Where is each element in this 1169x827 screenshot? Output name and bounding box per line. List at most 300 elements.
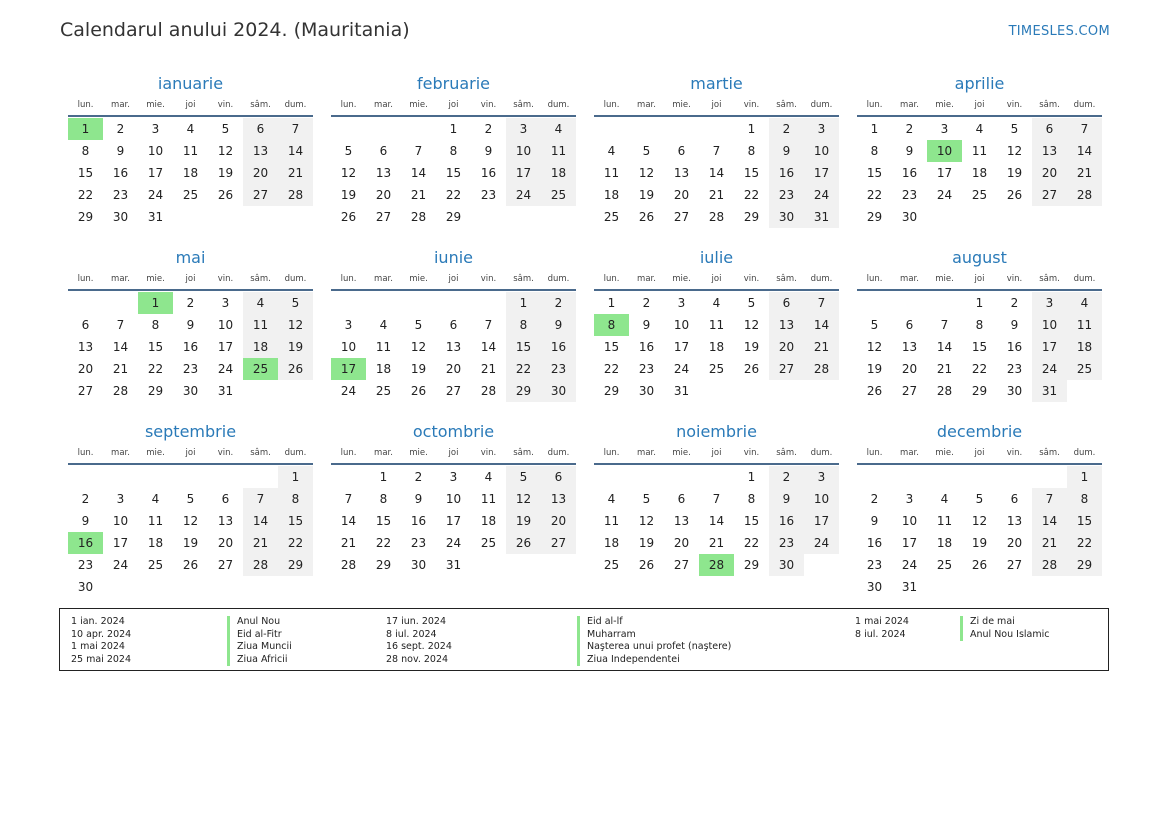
day-cell: 9 xyxy=(484,144,493,158)
day-cell: 11 xyxy=(480,492,497,506)
day-cell: 23 xyxy=(901,188,918,202)
day-cell: 26 xyxy=(217,188,234,202)
day-cell: 13 xyxy=(1032,140,1067,162)
day-cell: 6 xyxy=(677,144,686,158)
day-cell: 2 xyxy=(414,470,423,484)
weekday-label: joi xyxy=(711,100,722,110)
day-cell: 30 xyxy=(866,580,883,594)
day-cell: 27 xyxy=(1032,184,1067,206)
legend-holiday-name: Muharram xyxy=(587,628,636,640)
day-cell: 21 xyxy=(708,188,725,202)
day-cell: 10 xyxy=(445,492,462,506)
month-iunie xyxy=(331,247,576,409)
day-cell: 5 xyxy=(278,292,313,314)
day-cell: 17 xyxy=(445,514,462,528)
weekday-label: mie. xyxy=(146,448,165,458)
weekday-label: vin. xyxy=(743,100,760,110)
empty-day-cell xyxy=(436,292,471,314)
day-cell: 4 xyxy=(484,470,493,484)
weekday-label: joi xyxy=(974,274,985,284)
site-link[interactable]: TIMESLES.COM xyxy=(1008,24,1110,39)
day-cell: 10 xyxy=(112,514,129,528)
weekday-header xyxy=(857,269,1102,291)
day-cell: 14 xyxy=(708,514,725,528)
day-cell: 2 xyxy=(541,292,576,314)
day-cell: 10 xyxy=(1032,314,1067,336)
day-grid xyxy=(331,118,576,228)
month-mai xyxy=(68,247,313,409)
day-cell: 1 xyxy=(747,470,756,484)
day-cell: 7 xyxy=(278,118,313,140)
day-cell: 12 xyxy=(410,340,427,354)
day-cell: 31 xyxy=(1032,380,1067,402)
day-cell: 17 xyxy=(506,162,541,184)
day-cell: 27 xyxy=(541,532,576,554)
day-cell: 22 xyxy=(971,362,988,376)
legend-date: 10 apr. 2024 xyxy=(71,628,132,640)
day-cell: 16 xyxy=(638,340,655,354)
day-cell: 4 xyxy=(607,144,616,158)
day-cell: 10 xyxy=(804,488,839,510)
legend-holiday-name: Anul Nou xyxy=(237,616,281,627)
day-cell: 21 xyxy=(278,162,313,184)
day-cell: 12 xyxy=(182,514,199,528)
day-cell: 14 xyxy=(480,340,497,354)
day-cell: 30 xyxy=(638,384,655,398)
day-cell: 27 xyxy=(375,210,392,224)
day-cell: 2 xyxy=(1010,296,1019,310)
legend-holiday-name: Eid al-Fitr xyxy=(237,628,282,640)
legend-holiday-name: Naşterea unui profet (naştere) xyxy=(587,641,732,652)
day-cell: 28 xyxy=(112,384,129,398)
day-cell: 5 xyxy=(186,492,195,506)
day-cell: 16 xyxy=(182,340,199,354)
day-cell: 21 xyxy=(480,362,497,376)
day-cell: 5 xyxy=(975,492,984,506)
month-name: martie xyxy=(690,74,743,93)
day-cell: 16 xyxy=(769,510,804,532)
day-cell: 4 xyxy=(712,296,721,310)
day-cell: 15 xyxy=(445,166,462,180)
empty-day-cell xyxy=(331,466,366,488)
empty-day-cell xyxy=(366,118,401,140)
day-cell: 29 xyxy=(375,558,392,572)
day-cell: 29 xyxy=(445,210,462,224)
legend-date: 1 mai 2024 xyxy=(855,616,909,627)
day-cell: 5 xyxy=(506,466,541,488)
weekday-label: lun. xyxy=(77,448,94,458)
weekday-label: lun. xyxy=(603,100,620,110)
day-cell: 13 xyxy=(541,488,576,510)
day-grid xyxy=(331,466,576,576)
weekday-label: dum. xyxy=(284,100,307,110)
day-cell: 23 xyxy=(112,188,129,202)
day-cell: 27 xyxy=(445,384,462,398)
day-cell: 11 xyxy=(603,514,620,528)
legend-names-3 xyxy=(960,616,1050,641)
day-grid xyxy=(68,292,313,402)
day-cell: 26 xyxy=(506,532,541,554)
day-cell: 11 xyxy=(243,314,278,336)
month-name: ianuarie xyxy=(157,74,224,93)
day-cell: 20 xyxy=(445,362,462,376)
day-cell: 14 xyxy=(1067,140,1102,162)
day-cell: 17 xyxy=(217,340,234,354)
day-cell: 21 xyxy=(340,536,357,550)
day-cell: 2 xyxy=(186,296,195,310)
day-cell: 24 xyxy=(147,188,164,202)
day-cell: 3 xyxy=(940,122,949,136)
day-cell: 13 xyxy=(445,340,462,354)
day-cell: 12 xyxy=(340,166,357,180)
day-grid xyxy=(331,292,576,402)
month-februarie xyxy=(331,73,576,235)
day-cell: 13 xyxy=(217,514,234,528)
weekday-label: sâm. xyxy=(513,274,534,284)
day-cell: 14 xyxy=(936,340,953,354)
weekday-label: joi xyxy=(448,100,459,110)
weekday-label: mar. xyxy=(637,448,656,458)
day-cell: 15 xyxy=(866,166,883,180)
day-cell: 18 xyxy=(147,536,164,550)
day-cell: 12 xyxy=(743,318,760,332)
day-cell: 18 xyxy=(936,536,953,550)
day-cell: 21 xyxy=(936,362,953,376)
day-cell: 16 xyxy=(901,166,918,180)
day-cell: 29 xyxy=(1067,554,1102,576)
day-cell: 31 xyxy=(673,384,690,398)
weekday-label: sâm. xyxy=(250,448,271,458)
day-cell: 24 xyxy=(804,532,839,554)
weekday-header xyxy=(68,443,313,465)
day-cell: 31 xyxy=(901,580,918,594)
day-cell: 14 xyxy=(112,340,129,354)
weekday-label: dum. xyxy=(1073,448,1096,458)
weekday-label: mar. xyxy=(637,100,656,110)
day-cell: 11 xyxy=(971,144,988,158)
day-cell: 14 xyxy=(243,510,278,532)
legend-holiday-name: Ziua Africii xyxy=(237,653,288,665)
day-cell: 12 xyxy=(506,488,541,510)
month-iulie xyxy=(594,247,839,409)
weekday-label: mar. xyxy=(900,448,919,458)
day-cell: 18 xyxy=(708,340,725,354)
day-cell: 29 xyxy=(77,210,94,224)
weekday-label: lun. xyxy=(340,100,357,110)
weekday-header xyxy=(331,269,576,291)
day-cell: 8 xyxy=(449,144,458,158)
day-cell: 15 xyxy=(971,340,988,354)
legend-names-1 xyxy=(227,616,292,666)
weekday-label: sâm. xyxy=(776,448,797,458)
day-cell: 6 xyxy=(905,318,914,332)
weekday-label: vin. xyxy=(1006,100,1023,110)
empty-day-cell xyxy=(208,466,243,488)
day-cell: 6 xyxy=(449,318,458,332)
day-cell: 7 xyxy=(484,318,493,332)
weekday-label: sâm. xyxy=(1039,448,1060,458)
day-cell: 25 xyxy=(971,188,988,202)
day-cell: 7 xyxy=(344,492,353,506)
weekday-header xyxy=(331,95,576,117)
legend-holiday-name: Zi de mai xyxy=(970,616,1015,627)
day-cell: 9 xyxy=(1010,318,1019,332)
empty-day-cell xyxy=(594,466,629,488)
empty-day-cell xyxy=(664,466,699,488)
day-cell: 30 xyxy=(769,554,804,576)
day-cell: 15 xyxy=(77,166,94,180)
day-cell: 9 xyxy=(769,488,804,510)
day-cell: 17 xyxy=(147,166,164,180)
day-cell: 20 xyxy=(673,536,690,550)
day-cell: 25 xyxy=(936,558,953,572)
day-cell: 26 xyxy=(278,358,313,380)
day-cell: 20 xyxy=(1032,162,1067,184)
weekday-label: sâm. xyxy=(776,100,797,110)
day-cell: 25 xyxy=(480,536,497,550)
day-cell: 12 xyxy=(866,340,883,354)
day-cell: 23 xyxy=(182,362,199,376)
day-cell: 22 xyxy=(603,362,620,376)
day-cell: 22 xyxy=(278,532,313,554)
legend-names-2 xyxy=(577,616,731,666)
day-cell: 16 xyxy=(480,166,497,180)
day-cell: 17 xyxy=(673,340,690,354)
month-name: iunie xyxy=(433,248,473,267)
day-cell: 11 xyxy=(182,144,199,158)
weekday-label: mar. xyxy=(637,274,656,284)
day-cell: 1 xyxy=(975,296,984,310)
day-cell: 11 xyxy=(708,318,725,332)
day-cell: 27 xyxy=(77,384,94,398)
day-cell: 18 xyxy=(182,166,199,180)
day-cell: 21 xyxy=(112,362,129,376)
weekday-label: sâm. xyxy=(250,100,271,110)
day-grid xyxy=(594,118,839,228)
empty-day-cell xyxy=(892,466,927,488)
day-grid xyxy=(857,118,1102,228)
holiday-day-cell: 25 xyxy=(243,358,278,380)
weekday-label: sâm. xyxy=(1039,100,1060,110)
day-cell: 13 xyxy=(769,314,804,336)
month-name: mai xyxy=(175,248,206,267)
day-cell: 19 xyxy=(217,166,234,180)
legend-date: 8 iul. 2024 xyxy=(855,628,906,640)
day-cell: 2 xyxy=(870,492,879,506)
weekday-label: sâm. xyxy=(513,448,534,458)
day-cell: 27 xyxy=(901,384,918,398)
day-cell: 20 xyxy=(1006,536,1023,550)
day-cell: 29 xyxy=(971,384,988,398)
weekday-label: sâm. xyxy=(513,100,534,110)
day-cell: 22 xyxy=(77,188,94,202)
weekday-header xyxy=(857,95,1102,117)
day-cell: 6 xyxy=(1032,118,1067,140)
day-cell: 4 xyxy=(379,318,388,332)
day-cell: 1 xyxy=(506,292,541,314)
weekday-label: mar. xyxy=(900,100,919,110)
weekday-label: joi xyxy=(974,100,985,110)
day-cell: 2 xyxy=(769,466,804,488)
day-cell: 14 xyxy=(278,140,313,162)
day-cell: 6 xyxy=(677,492,686,506)
day-cell: 26 xyxy=(340,210,357,224)
day-cell: 9 xyxy=(769,140,804,162)
day-cell: 21 xyxy=(1067,162,1102,184)
day-cell: 19 xyxy=(278,336,313,358)
day-cell: 22 xyxy=(375,536,392,550)
empty-day-cell xyxy=(138,466,173,488)
day-cell: 9 xyxy=(642,318,651,332)
day-cell: 16 xyxy=(112,166,129,180)
day-cell: 26 xyxy=(638,210,655,224)
day-cell: 7 xyxy=(712,492,721,506)
day-cell: 23 xyxy=(480,188,497,202)
empty-day-cell xyxy=(629,466,664,488)
day-cell: 10 xyxy=(147,144,164,158)
day-cell: 23 xyxy=(866,558,883,572)
day-cell: 24 xyxy=(506,184,541,206)
day-cell: 8 xyxy=(870,144,879,158)
legend-date: 8 iul. 2024 xyxy=(386,628,437,640)
weekday-label: dum. xyxy=(810,100,833,110)
month-noiembrie xyxy=(594,421,839,583)
day-cell: 30 xyxy=(77,580,94,594)
legend-date: 25 mai 2024 xyxy=(71,653,132,665)
day-cell: 20 xyxy=(901,362,918,376)
empty-day-cell xyxy=(857,466,892,488)
empty-day-cell xyxy=(173,466,208,488)
day-cell: 26 xyxy=(866,384,883,398)
day-cell: 24 xyxy=(901,558,918,572)
empty-day-cell xyxy=(401,118,436,140)
weekday-label: mar. xyxy=(111,274,130,284)
day-cell: 17 xyxy=(804,162,839,184)
weekday-label: dum. xyxy=(810,274,833,284)
weekday-label: sâm. xyxy=(250,274,271,284)
weekday-header xyxy=(857,443,1102,465)
day-cell: 4 xyxy=(940,492,949,506)
day-cell: 12 xyxy=(278,314,313,336)
empty-day-cell xyxy=(1032,466,1067,488)
empty-day-cell xyxy=(103,466,138,488)
day-cell: 7 xyxy=(1032,488,1067,510)
day-cell: 26 xyxy=(971,558,988,572)
day-cell: 19 xyxy=(638,188,655,202)
empty-day-cell xyxy=(927,292,962,314)
day-cell: 18 xyxy=(603,188,620,202)
day-cell: 2 xyxy=(769,118,804,140)
weekday-label: mie. xyxy=(672,100,691,110)
day-cell: 7 xyxy=(712,144,721,158)
day-cell: 19 xyxy=(506,510,541,532)
day-cell: 3 xyxy=(151,122,160,136)
day-cell: 31 xyxy=(445,558,462,572)
weekday-header xyxy=(594,95,839,117)
day-cell: 22 xyxy=(445,188,462,202)
weekday-label: mar. xyxy=(111,100,130,110)
day-cell: 27 xyxy=(673,558,690,572)
weekday-label: mar. xyxy=(374,274,393,284)
empty-day-cell xyxy=(331,292,366,314)
day-cell: 30 xyxy=(769,206,804,228)
day-cell: 26 xyxy=(743,362,760,376)
day-cell: 30 xyxy=(901,210,918,224)
weekday-label: joi xyxy=(185,448,196,458)
empty-day-cell xyxy=(997,466,1032,488)
day-cell: 31 xyxy=(217,384,234,398)
weekday-label: vin. xyxy=(743,274,760,284)
day-cell: 11 xyxy=(1067,314,1102,336)
weekday-label: lun. xyxy=(77,100,94,110)
day-cell: 2 xyxy=(642,296,651,310)
weekday-label: lun. xyxy=(603,274,620,284)
day-cell: 13 xyxy=(243,140,278,162)
day-cell: 10 xyxy=(673,318,690,332)
day-cell: 11 xyxy=(603,166,620,180)
day-cell: 27 xyxy=(673,210,690,224)
weekday-label: vin. xyxy=(217,100,234,110)
weekday-label: dum. xyxy=(810,448,833,458)
day-cell: 16 xyxy=(866,536,883,550)
day-cell: 9 xyxy=(116,144,125,158)
day-cell: 14 xyxy=(804,314,839,336)
day-cell: 20 xyxy=(375,188,392,202)
day-cell: 7 xyxy=(940,318,949,332)
day-cell: 16 xyxy=(1006,340,1023,354)
weekday-label: dum. xyxy=(547,100,570,110)
weekday-header xyxy=(331,443,576,465)
legend-dates-1 xyxy=(71,616,131,666)
day-cell: 18 xyxy=(480,514,497,528)
day-cell: 28 xyxy=(804,358,839,380)
day-cell: 11 xyxy=(147,514,164,528)
empty-day-cell xyxy=(68,466,103,488)
day-cell: 30 xyxy=(112,210,129,224)
day-cell: 22 xyxy=(743,188,760,202)
day-cell: 24 xyxy=(340,384,357,398)
weekday-label: vin. xyxy=(1006,448,1023,458)
weekday-label: mie. xyxy=(935,448,954,458)
empty-day-cell xyxy=(471,292,506,314)
day-cell: 10 xyxy=(506,140,541,162)
day-cell: 13 xyxy=(1006,514,1023,528)
weekday-label: mie. xyxy=(409,100,428,110)
day-cell: 25 xyxy=(147,558,164,572)
day-cell: 8 xyxy=(747,492,756,506)
month-martie xyxy=(594,73,839,235)
day-cell: 23 xyxy=(1006,362,1023,376)
day-cell: 6 xyxy=(243,118,278,140)
legend-date: 1 mai 2024 xyxy=(71,641,125,652)
weekday-label: dum. xyxy=(284,448,307,458)
day-cell: 6 xyxy=(769,292,804,314)
day-cell: 8 xyxy=(81,144,90,158)
day-cell: 21 xyxy=(708,536,725,550)
day-cell: 1 xyxy=(278,466,313,488)
calendar-grid xyxy=(68,73,1102,594)
day-cell: 1 xyxy=(379,470,388,484)
day-cell: 6 xyxy=(1010,492,1019,506)
weekday-header xyxy=(68,269,313,291)
day-cell: 3 xyxy=(677,296,686,310)
day-cell: 5 xyxy=(642,492,651,506)
month-septembrie xyxy=(68,421,313,594)
day-cell: 24 xyxy=(217,362,234,376)
day-cell: 28 xyxy=(1032,554,1067,576)
day-cell: 5 xyxy=(870,318,879,332)
legend-date: 16 sept. 2024 xyxy=(386,641,452,652)
